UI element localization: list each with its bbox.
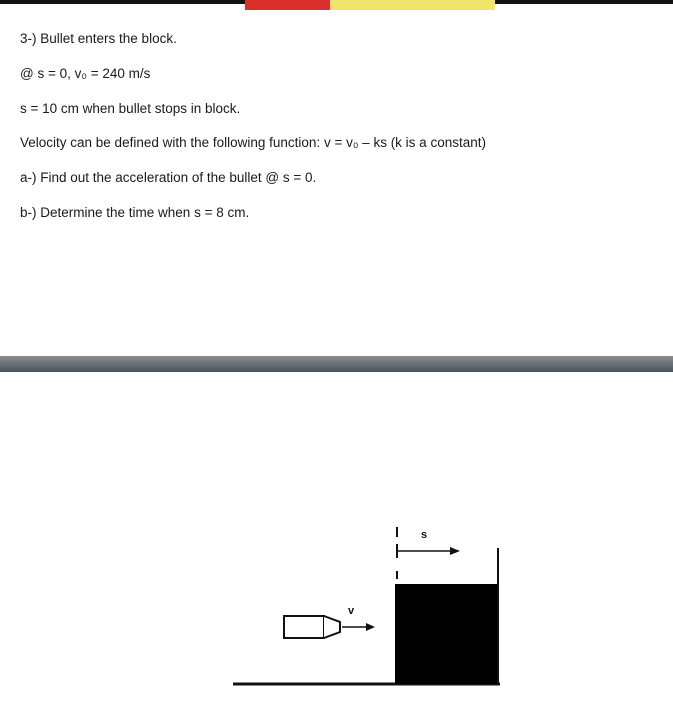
block xyxy=(395,584,498,684)
bullet-tip xyxy=(324,616,340,638)
bullet-block-figure xyxy=(0,372,673,700)
header-red-bar xyxy=(245,0,330,10)
section-divider xyxy=(0,356,673,372)
problem-title: 3-) Bullet enters the block. xyxy=(20,31,177,46)
stop-condition: s = 10 cm when bullet stops in block. xyxy=(20,101,241,116)
question-a: a-) Find out the acceleration of the bullet @ s = 0. xyxy=(20,170,317,185)
v-label: v xyxy=(348,605,355,617)
s-label: s xyxy=(421,529,428,541)
figure-drawing xyxy=(0,372,673,700)
velocity-function: Velocity can be defined with the following function: v = v₀ – ks (k is a constant) xyxy=(20,135,486,150)
initial-condition: @ s = 0, v₀ = 240 m/s xyxy=(20,66,151,81)
header-yellow-bar xyxy=(330,0,495,10)
bullet-body xyxy=(284,616,324,638)
v-arrow-head xyxy=(366,623,375,631)
question-b: b-) Determine the time when s = 8 cm. xyxy=(20,205,250,220)
s-arrow-head xyxy=(450,547,460,555)
